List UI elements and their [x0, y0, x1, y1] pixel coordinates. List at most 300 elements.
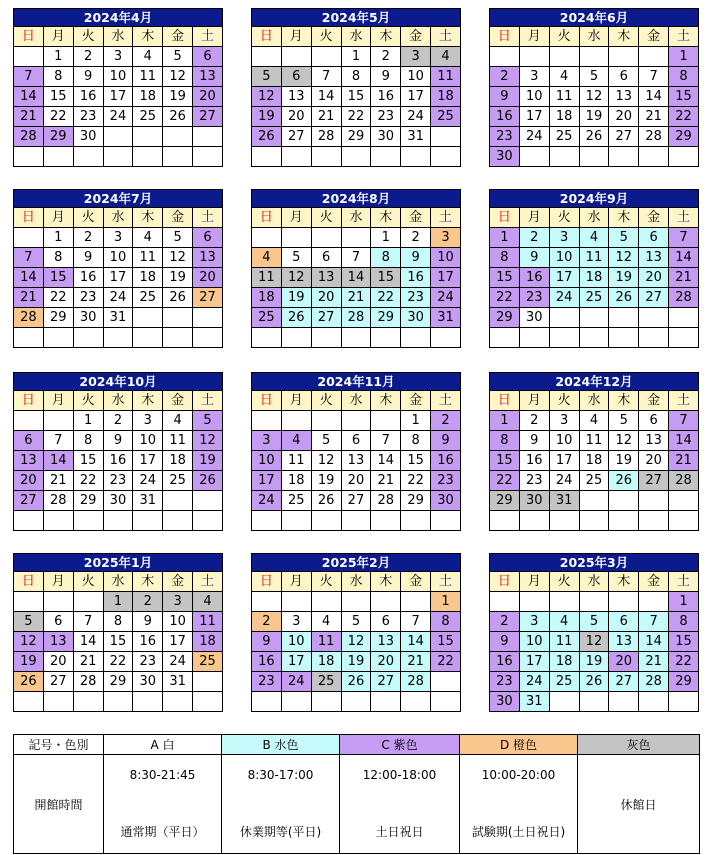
- weekday-header: 木: [371, 391, 401, 411]
- empty-cell: [252, 228, 282, 248]
- day-cell: 13: [609, 632, 639, 652]
- day-cell: 4: [193, 592, 223, 612]
- day-cell: 30: [519, 491, 549, 511]
- day-cell: 26: [609, 471, 639, 491]
- day-cell: 22: [341, 107, 371, 127]
- day-cell: 29: [490, 491, 520, 511]
- day-cell: 25: [252, 308, 282, 328]
- weekday-header: 火: [73, 391, 103, 411]
- day-cell: 25: [431, 107, 461, 127]
- day-cell: 4: [579, 228, 609, 248]
- day-cell: 6: [341, 431, 371, 451]
- day-cell: 15: [431, 632, 461, 652]
- empty-cell: [133, 328, 163, 348]
- empty-cell: [609, 147, 639, 167]
- day-cell: 29: [103, 672, 133, 692]
- day-cell: 31: [163, 672, 193, 692]
- weekday-header: 水: [103, 391, 133, 411]
- day-cell: 11: [133, 248, 163, 268]
- day-cell: 7: [371, 431, 401, 451]
- day-cell: 19: [579, 107, 609, 127]
- day-cell: 13: [43, 632, 73, 652]
- day-cell: 22: [490, 471, 520, 491]
- day-cell: 17: [519, 652, 549, 672]
- day-cell: 16: [371, 87, 401, 107]
- empty-cell: [639, 491, 669, 511]
- day-cell: 19: [14, 652, 44, 672]
- empty-cell: [639, 328, 669, 348]
- day-cell: 17: [281, 652, 311, 672]
- weekday-header: 水: [579, 391, 609, 411]
- weekday-header: 金: [639, 391, 669, 411]
- empty-cell: [401, 692, 431, 712]
- empty-cell: [73, 692, 103, 712]
- weekday-header: 水: [103, 572, 133, 592]
- day-cell: 5: [193, 411, 223, 431]
- day-cell: 28: [341, 308, 371, 328]
- empty-cell: [639, 692, 669, 712]
- day-cell: 24: [519, 127, 549, 147]
- day-cell: 16: [73, 87, 103, 107]
- day-cell: 20: [639, 451, 669, 471]
- legend-table: [13, 734, 700, 854]
- empty-cell: [163, 127, 193, 147]
- empty-cell: [490, 328, 520, 348]
- day-cell: 21: [669, 268, 699, 288]
- day-cell: 29: [43, 127, 73, 147]
- day-cell: 26: [14, 672, 44, 692]
- day-cell: 18: [133, 268, 163, 288]
- day-cell: 7: [311, 67, 341, 87]
- day-cell: 13: [281, 87, 311, 107]
- empty-cell: [43, 411, 73, 431]
- weekday-header: 火: [549, 208, 579, 228]
- empty-cell: [579, 491, 609, 511]
- empty-cell: [609, 692, 639, 712]
- empty-cell: [341, 692, 371, 712]
- empty-cell: [103, 328, 133, 348]
- day-cell: 18: [163, 451, 193, 471]
- empty-cell: [73, 592, 103, 612]
- day-cell: 12: [341, 632, 371, 652]
- day-cell: 27: [609, 127, 639, 147]
- day-cell: 22: [669, 107, 699, 127]
- day-cell: 11: [579, 431, 609, 451]
- legend-header-row: [14, 735, 700, 755]
- day-cell: 16: [519, 451, 549, 471]
- day-cell: 15: [103, 632, 133, 652]
- empty-cell: [193, 491, 223, 511]
- empty-cell: [609, 511, 639, 531]
- day-cell: 2: [252, 612, 282, 632]
- day-cell: 16: [490, 652, 520, 672]
- legend-body-row: [14, 755, 700, 854]
- empty-cell: [519, 147, 549, 167]
- empty-cell: [311, 411, 341, 431]
- day-cell: 30: [431, 491, 461, 511]
- weekday-header: 日: [490, 208, 520, 228]
- day-cell: 2: [103, 411, 133, 431]
- legend-c-cell: [340, 755, 460, 854]
- day-cell: 12: [252, 87, 282, 107]
- day-cell: 27: [609, 672, 639, 692]
- legend-a-note: 通常期（平日）: [120, 825, 205, 839]
- weekday-header: 月: [281, 572, 311, 592]
- empty-cell: [519, 328, 549, 348]
- day-cell: 30: [490, 692, 520, 712]
- empty-cell: [281, 592, 311, 612]
- day-cell: 14: [341, 268, 371, 288]
- empty-cell: [252, 328, 282, 348]
- weekday-header: 金: [639, 27, 669, 47]
- day-cell: 25: [579, 288, 609, 308]
- day-cell: 18: [579, 451, 609, 471]
- month-title: 2024年7月: [14, 190, 223, 208]
- day-cell: 3: [281, 612, 311, 632]
- day-cell: 21: [14, 288, 44, 308]
- day-cell: 23: [431, 471, 461, 491]
- day-cell: 9: [401, 248, 431, 268]
- weekday-header: 日: [14, 572, 44, 592]
- day-cell: 9: [519, 431, 549, 451]
- day-cell: 6: [639, 228, 669, 248]
- legend-c-header: C 紫色: [340, 735, 460, 755]
- day-cell: 23: [490, 127, 520, 147]
- day-cell: 10: [431, 248, 461, 268]
- day-cell: 13: [311, 268, 341, 288]
- empty-cell: [14, 511, 44, 531]
- weekday-header: 火: [311, 391, 341, 411]
- empty-cell: [669, 511, 699, 531]
- empty-cell: [609, 491, 639, 511]
- empty-cell: [14, 592, 44, 612]
- day-cell: 10: [163, 612, 193, 632]
- day-cell: 27: [281, 127, 311, 147]
- day-cell: 19: [163, 268, 193, 288]
- day-cell: 18: [431, 87, 461, 107]
- weekday-header: 金: [401, 391, 431, 411]
- empty-cell: [371, 592, 401, 612]
- day-cell: 16: [431, 451, 461, 471]
- legend-d-note: 試験期(土日祝日): [471, 825, 566, 839]
- day-cell: 12: [579, 87, 609, 107]
- day-cell: 18: [549, 107, 579, 127]
- day-cell: 9: [371, 67, 401, 87]
- day-cell: 8: [43, 248, 73, 268]
- day-cell: 4: [252, 248, 282, 268]
- day-cell: 8: [371, 248, 401, 268]
- day-cell: 6: [193, 47, 223, 67]
- empty-cell: [401, 592, 431, 612]
- empty-cell: [14, 411, 44, 431]
- weekday-header: 水: [103, 208, 133, 228]
- day-cell: 7: [669, 228, 699, 248]
- day-cell: 24: [103, 107, 133, 127]
- month-title: 2024年12月: [490, 373, 699, 391]
- empty-cell: [341, 592, 371, 612]
- empty-cell: [669, 692, 699, 712]
- day-cell: 1: [669, 47, 699, 67]
- day-cell: 17: [519, 107, 549, 127]
- day-cell: 1: [43, 47, 73, 67]
- day-cell: 9: [103, 431, 133, 451]
- empty-cell: [549, 47, 579, 67]
- day-cell: 29: [371, 308, 401, 328]
- weekday-header: 土: [431, 27, 461, 47]
- day-cell: 14: [14, 268, 44, 288]
- weekday-header: 月: [281, 208, 311, 228]
- day-cell: 3: [133, 411, 163, 431]
- day-cell: 15: [43, 268, 73, 288]
- weekday-header: 月: [43, 391, 73, 411]
- day-cell: 8: [401, 431, 431, 451]
- day-cell: 10: [401, 67, 431, 87]
- day-cell: 13: [639, 431, 669, 451]
- day-cell: 21: [73, 652, 103, 672]
- empty-cell: [371, 147, 401, 167]
- day-cell: 3: [163, 592, 193, 612]
- empty-cell: [252, 592, 282, 612]
- day-cell: 22: [431, 652, 461, 672]
- empty-cell: [103, 147, 133, 167]
- empty-cell: [281, 147, 311, 167]
- empty-cell: [252, 411, 282, 431]
- day-cell: 19: [163, 87, 193, 107]
- day-cell: 4: [133, 228, 163, 248]
- empty-cell: [281, 47, 311, 67]
- empty-cell: [639, 592, 669, 612]
- day-cell: 11: [193, 612, 223, 632]
- empty-cell: [401, 328, 431, 348]
- day-cell: 22: [103, 652, 133, 672]
- empty-cell: [193, 127, 223, 147]
- empty-cell: [401, 147, 431, 167]
- day-cell: 23: [252, 672, 282, 692]
- day-cell: 8: [490, 248, 520, 268]
- day-cell: 15: [73, 451, 103, 471]
- empty-cell: [281, 328, 311, 348]
- day-cell: 26: [193, 471, 223, 491]
- day-cell: 21: [669, 451, 699, 471]
- empty-cell: [311, 328, 341, 348]
- legend-b-time: 8:30-17:00: [247, 768, 314, 782]
- weekday-header: 日: [490, 27, 520, 47]
- empty-cell: [252, 147, 282, 167]
- day-cell: 3: [103, 228, 133, 248]
- day-cell: 18: [193, 632, 223, 652]
- weekday-header: 木: [609, 572, 639, 592]
- empty-cell: [14, 228, 44, 248]
- day-cell: 14: [639, 87, 669, 107]
- day-cell: 14: [669, 248, 699, 268]
- month-calendar: [13, 189, 223, 348]
- legend-c-time: 12:00-18:00: [362, 768, 437, 782]
- day-cell: 27: [311, 308, 341, 328]
- weekday-header: 土: [669, 391, 699, 411]
- day-cell: 18: [133, 87, 163, 107]
- weekday-header: 日: [252, 208, 282, 228]
- day-cell: 18: [549, 652, 579, 672]
- day-cell: 15: [490, 268, 520, 288]
- day-cell: 1: [341, 47, 371, 67]
- day-cell: 28: [401, 672, 431, 692]
- weekday-header: 土: [431, 572, 461, 592]
- month-title: 2024年6月: [490, 9, 699, 27]
- weekday-header: 火: [73, 208, 103, 228]
- empty-cell: [431, 127, 461, 147]
- day-cell: 16: [490, 107, 520, 127]
- day-cell: 2: [401, 228, 431, 248]
- weekday-header: 土: [193, 27, 223, 47]
- day-cell: 10: [549, 248, 579, 268]
- weekday-header: 土: [431, 391, 461, 411]
- empty-cell: [549, 692, 579, 712]
- day-cell: 10: [252, 451, 282, 471]
- day-cell: 13: [371, 632, 401, 652]
- empty-cell: [252, 692, 282, 712]
- day-cell: 2: [519, 228, 549, 248]
- day-cell: 12: [281, 268, 311, 288]
- weekday-header: 日: [14, 391, 44, 411]
- month-title: 2024年11月: [252, 373, 461, 391]
- day-cell: 13: [639, 248, 669, 268]
- day-cell: 22: [490, 288, 520, 308]
- weekday-header: 火: [549, 391, 579, 411]
- day-cell: 24: [431, 288, 461, 308]
- day-cell: 5: [579, 612, 609, 632]
- day-cell: 1: [103, 592, 133, 612]
- day-cell: 8: [669, 67, 699, 87]
- empty-cell: [163, 147, 193, 167]
- empty-cell: [579, 692, 609, 712]
- empty-cell: [43, 692, 73, 712]
- day-cell: 9: [431, 431, 461, 451]
- empty-cell: [163, 692, 193, 712]
- empty-cell: [193, 147, 223, 167]
- weekday-header: 金: [163, 27, 193, 47]
- day-cell: 22: [401, 471, 431, 491]
- month-calendar: [489, 8, 699, 167]
- day-cell: 3: [549, 228, 579, 248]
- day-cell: 1: [73, 411, 103, 431]
- day-cell: 19: [252, 107, 282, 127]
- empty-cell: [311, 47, 341, 67]
- empty-cell: [193, 672, 223, 692]
- empty-cell: [73, 328, 103, 348]
- weekday-header: 火: [73, 572, 103, 592]
- day-cell: 15: [669, 87, 699, 107]
- day-cell: 30: [519, 308, 549, 328]
- empty-cell: [609, 592, 639, 612]
- day-cell: 28: [43, 491, 73, 511]
- day-cell: 28: [669, 288, 699, 308]
- day-cell: 8: [341, 67, 371, 87]
- weekday-header: 月: [281, 391, 311, 411]
- day-cell: 23: [73, 107, 103, 127]
- weekday-header: 土: [193, 572, 223, 592]
- weekday-header: 日: [252, 572, 282, 592]
- empty-cell: [341, 228, 371, 248]
- empty-cell: [103, 127, 133, 147]
- day-cell: 1: [43, 228, 73, 248]
- day-cell: 30: [73, 308, 103, 328]
- weekday-header: 土: [669, 572, 699, 592]
- day-cell: 20: [311, 288, 341, 308]
- day-cell: 4: [311, 612, 341, 632]
- day-cell: 15: [341, 87, 371, 107]
- legend-b-note: 休業期等(平日): [239, 825, 322, 839]
- empty-cell: [639, 47, 669, 67]
- day-cell: 10: [133, 431, 163, 451]
- empty-cell: [669, 147, 699, 167]
- day-cell: 20: [281, 107, 311, 127]
- weekday-header: 水: [579, 208, 609, 228]
- day-cell: 28: [14, 308, 44, 328]
- day-cell: 12: [163, 248, 193, 268]
- day-cell: 11: [133, 67, 163, 87]
- day-cell: 28: [311, 127, 341, 147]
- empty-cell: [490, 47, 520, 67]
- day-cell: 18: [281, 471, 311, 491]
- day-cell: 9: [252, 632, 282, 652]
- day-cell: 21: [341, 288, 371, 308]
- weekday-header: 水: [579, 27, 609, 47]
- weekday-header: 土: [431, 208, 461, 228]
- day-cell: 8: [431, 612, 461, 632]
- day-cell: 29: [490, 308, 520, 328]
- empty-cell: [669, 491, 699, 511]
- day-cell: 21: [639, 107, 669, 127]
- day-cell: 6: [609, 612, 639, 632]
- day-cell: 8: [73, 431, 103, 451]
- month-title: 2025年2月: [252, 554, 461, 572]
- empty-cell: [163, 308, 193, 328]
- legend-a-time: 8:30-21:45: [129, 768, 196, 782]
- day-cell: 4: [579, 411, 609, 431]
- day-cell: 21: [401, 652, 431, 672]
- day-cell: 9: [73, 248, 103, 268]
- day-cell: 13: [193, 67, 223, 87]
- empty-cell: [14, 147, 44, 167]
- empty-cell: [133, 127, 163, 147]
- day-cell: 7: [73, 612, 103, 632]
- empty-cell: [43, 511, 73, 531]
- month-calendar: [251, 372, 461, 531]
- weekday-header: 日: [490, 572, 520, 592]
- weekday-header: 月: [519, 391, 549, 411]
- day-cell: 16: [103, 451, 133, 471]
- empty-cell: [519, 511, 549, 531]
- day-cell: 26: [341, 672, 371, 692]
- empty-cell: [311, 692, 341, 712]
- day-cell: 30: [401, 308, 431, 328]
- day-cell: 25: [549, 672, 579, 692]
- month-title: 2024年10月: [14, 373, 223, 391]
- day-cell: 5: [163, 228, 193, 248]
- day-cell: 9: [490, 87, 520, 107]
- empty-cell: [311, 147, 341, 167]
- month-title: 2024年8月: [252, 190, 461, 208]
- day-cell: 6: [14, 431, 44, 451]
- day-cell: 14: [73, 632, 103, 652]
- empty-cell: [252, 47, 282, 67]
- day-cell: 16: [73, 268, 103, 288]
- day-cell: 27: [639, 471, 669, 491]
- weekday-header: 月: [519, 572, 549, 592]
- day-cell: 17: [401, 87, 431, 107]
- day-cell: 20: [371, 652, 401, 672]
- empty-cell: [341, 511, 371, 531]
